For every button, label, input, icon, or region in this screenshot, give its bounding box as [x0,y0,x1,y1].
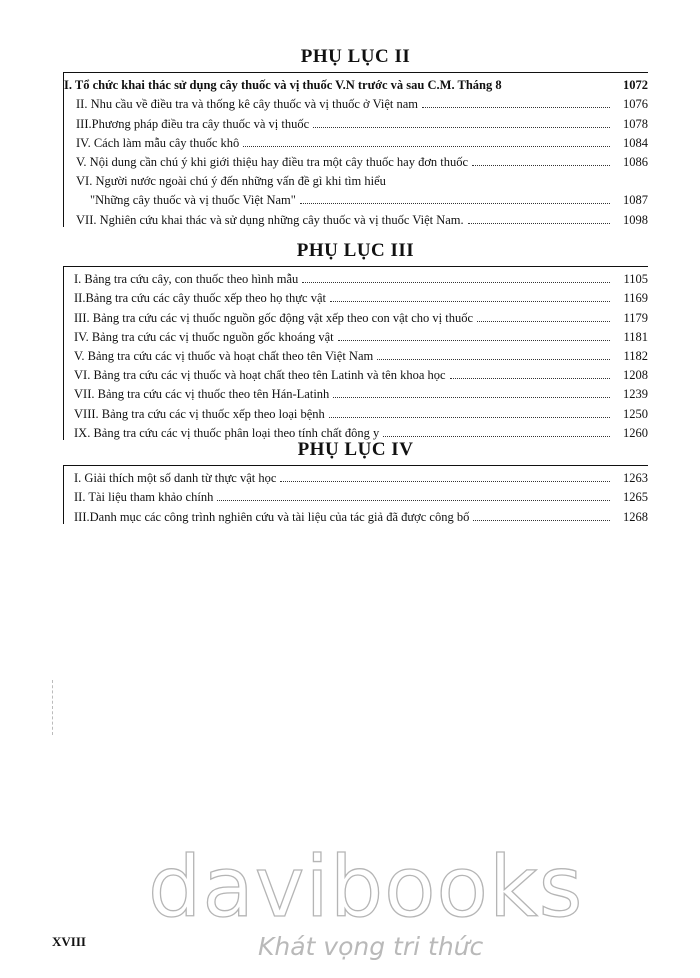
appendix-4-section [63,437,648,524]
toc-entry-page: 1268 [623,509,648,524]
toc-entry-text: II.Bảng tra cứu các cây thuốc xếp theo họ thực vật [74,291,326,306]
toc-leader [300,203,610,204]
toc-entry-text: II. Tài liệu tham khảo chính [74,490,214,505]
toc-entry [64,485,648,504]
toc-entry-text: III.Danh mục các công trình nghiên cứu và tài liệu của tác giả đã được công bố [74,509,470,524]
toc-entry [64,131,648,150]
toc-entry [64,325,648,344]
toc-entry [64,267,648,286]
toc-entry [64,504,648,523]
toc-entry-page: 1072 [623,78,648,93]
toc-entry [64,401,648,420]
appendix-2-entries [63,73,648,227]
toc-leader [338,340,610,341]
toc-leader [313,127,610,128]
appendix-2-section [63,44,648,227]
toc-entry-page: 1076 [623,97,648,112]
toc-leader [450,378,610,379]
toc-entry [64,305,648,324]
toc-leader [302,282,610,283]
toc-entry-text: V. Bảng tra cứu các vị thuốc và hoạt chất theo tên Việt Nam [74,348,374,363]
appendix-3-entries [63,267,648,440]
toc-leader [377,359,610,360]
toc-leader [329,417,610,418]
toc-entry-page: 1087 [623,193,648,208]
appendix-3-title: PHỤ LỤC III [296,240,415,261]
toc-entry [64,344,648,363]
toc-entry-page: 1086 [623,154,648,169]
toc-leader [280,481,610,482]
toc-entry-text: I. Tổ chức khai thác sử dụng cây thuốc và vị thuốc V.N trước và sau C.M. Tháng 8 [64,78,502,93]
toc-entry-text: VI. Bảng tra cứu các vị thuốc và hoạt chất theo tên Latinh và tên khoa học [74,368,446,383]
toc-entry-text: IX. Bảng tra cứu các vị thuốc phân loại theo tính chất đông y [74,425,380,440]
toc-leader [468,223,610,224]
toc-entry-text: I. Bảng tra cứu cây, con thuốc theo hình mẫu [74,272,299,287]
toc-entry-text: VII. Nghiên cứu khai thác và sử dụng những cây thuốc và vị thuốc Việt Nam. [76,212,464,227]
toc-leader [477,321,610,322]
toc-entry-text: VIII. Bảng tra cứu các vị thuốc xếp theo loại bệnh [74,406,325,421]
appendix-3-section [63,238,648,440]
toc-entry-page: 1105 [623,272,648,287]
toc-entry-page: 1078 [623,116,648,131]
toc-entry-page: 1250 [623,406,648,421]
toc-entry-page: 1169 [623,291,648,306]
toc-entry-page: 1181 [623,329,648,344]
toc-entry-continuation [64,188,648,207]
toc-entry-page: 1260 [623,425,648,440]
toc-entry-page: 1265 [623,490,648,505]
toc-entry-text: VII. Bảng tra cứu các vị thuốc theo tên Hán-Latinh [74,387,330,402]
toc-entry [64,286,648,305]
appendix-2-title: PHỤ LỤC II [300,46,411,67]
toc-entry-page: 1208 [623,368,648,383]
toc-leader [217,500,610,501]
toc-entry [64,382,648,401]
toc-entry-page: 1084 [623,135,648,150]
toc-entry-text: IV. Bảng tra cứu các vị thuốc nguồn gốc khoáng vật [74,329,334,344]
toc-leader [243,146,610,147]
toc-entry-page: 1239 [623,387,648,402]
watermark-brand: davibooks [148,838,584,936]
watermark-slogan: Khát vọng tri thức [258,932,484,961]
toc-entry-page: 1098 [623,212,648,227]
appendix-4-title: PHỤ LỤC IV [297,439,414,460]
page-number: XVIII [52,934,86,949]
toc-entry [64,466,648,485]
toc-leader [472,165,610,166]
appendix-4-entries [63,466,648,524]
toc-entry [64,207,648,226]
toc-entry-text: III.Phương pháp điều tra cây thuốc và vị thuốc [76,116,310,131]
toc-entry [64,92,648,111]
toc-entry-text: V. Nội dung cần chú ý khi giới thiệu hay điều tra một cây thuốc hay đơn thuốc [76,154,469,169]
toc-entry-text: III. Bảng tra cứu các vị thuốc nguồn gốc động vật xếp theo con vật cho vị thuốc [74,310,474,325]
toc-entry-page: 1182 [623,348,648,363]
toc-entry-text: I. Giải thích một số danh từ thực vật học [74,471,277,486]
toc-leader [473,520,610,521]
toc-entry [64,363,648,382]
toc-entry [64,111,648,130]
toc-entry-page: 1179 [623,310,648,325]
toc-entry-page: 1263 [623,471,648,486]
toc-leader [330,301,610,302]
toc-entry [64,150,648,169]
toc-entry-text: VI. Người nước ngoài chú ý đến những vấn đề gì khi tìm hiểu [76,174,386,189]
toc-leader [422,107,610,108]
toc-entry [64,73,648,92]
toc-entry [64,169,648,188]
toc-leader [333,397,610,398]
toc-entry-text: IV. Cách làm mẫu cây thuốc khô [76,135,240,150]
toc-entry-text: II. Nhu cầu về điều tra và thống kê cây thuốc và vị thuốc ở Việt nam [76,97,418,112]
toc-entry-text: "Những cây thuốc và vị thuốc Việt Nam" [90,193,296,208]
scan-mark [52,680,53,735]
